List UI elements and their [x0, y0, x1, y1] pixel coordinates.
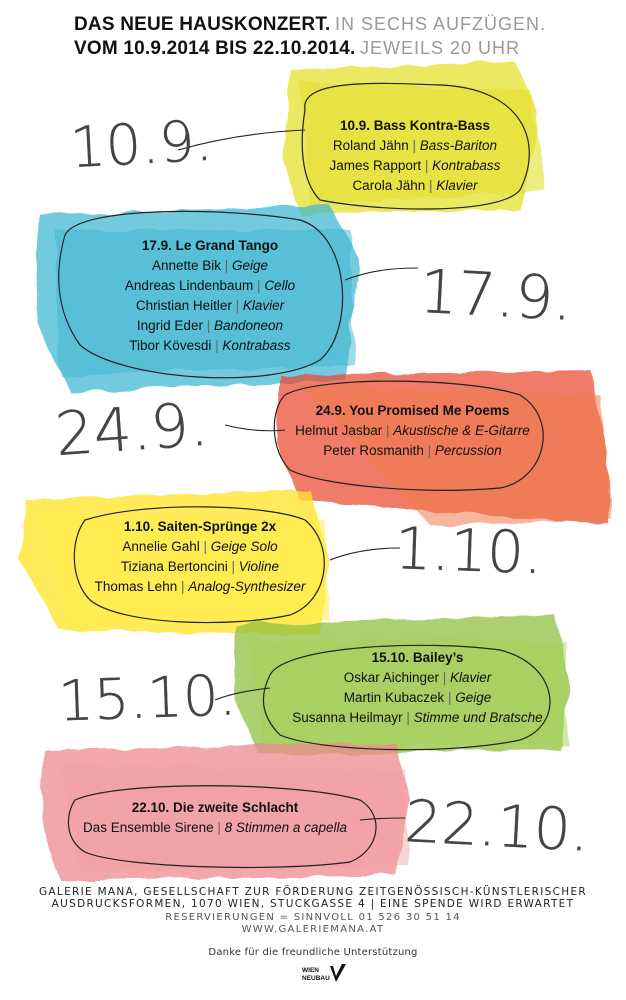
performer-line: Annette Bik | Geige [151, 258, 269, 273]
performer-line: Helmut Jasbar | Akustische & E-Gitarre [295, 423, 530, 438]
performer-role: Stimme und Bratsche [413, 710, 543, 725]
performer-role: Analog-Synthesizer [188, 579, 306, 594]
performer-name: Helmut Jasbar [295, 423, 383, 438]
handwritten-date-17-9: 17.9. [417, 256, 575, 335]
performer-name: Carola Jähn [352, 178, 426, 193]
performer-role: Klavier [450, 670, 492, 685]
logo-text-neubau: NEUBAU [302, 975, 330, 982]
event-title: 10.9. Bass Kontra-Bass [339, 118, 491, 133]
performer-name: Ingrid Eder [136, 318, 203, 333]
event-title: 15.10. Bailey’s [371, 650, 464, 665]
event-15-10 [275, 648, 560, 728]
organisation-line-1: GALERIE MANA, GESELLSCHAFT ZUR FÖRDERUNG ZEITGENÖSSISCH-KÜNSTLERISCHER [39, 886, 587, 898]
performer-role: Percussion [434, 443, 502, 458]
performer-line: Thomas Lehn | Analog-Synthesizer [94, 579, 306, 594]
header-title: DAS NEUE HAUSKONZERT. [74, 14, 331, 35]
handwritten-date-24-9: 24.9. [53, 389, 211, 471]
performer-name: Annelie Gahl [122, 539, 200, 554]
performer-role: Geige [232, 258, 269, 273]
performer-line: Martin Kubaczek | Geige [343, 690, 492, 705]
performer-name: Martin Kubaczek [343, 690, 445, 705]
website-link[interactable]: WWW.GALERIEMANA.AT [241, 924, 385, 935]
performer-line: Das Ensemble Sirene | 8 Stimmen a capella [83, 820, 347, 835]
logo-check-mark [330, 964, 346, 982]
performer-role: Bandoneon [214, 318, 284, 333]
header-line-1 [74, 12, 614, 36]
performer-line: Carola Jähn | Klavier [352, 178, 478, 193]
performer-line: Tibor Kövesdi | Kontrabass [129, 338, 291, 353]
performer-role: Geige [455, 690, 492, 705]
organisation-line-2: AUSDRUCKSFORMEN, 1070 WIEN, STUCKGASSE 4 | EINE SPENDE WIRD ERWARTET [51, 898, 575, 910]
header-subtitle: IN SECHS AUFZÜGEN. [334, 14, 546, 34]
performer-line: Peter Rosmanith | Percussion [323, 443, 502, 458]
performer-line: Ingrid Eder | Bandoneon [136, 318, 284, 333]
event-title: 1.10. Saiten-Sprünge 2x [123, 519, 277, 534]
performer-name: Andreas Lindenbaum [124, 278, 254, 293]
logo-text-wien: WIEN [302, 967, 319, 974]
handwritten-date-1-10: 1.10. [393, 514, 544, 588]
performer-role: Violine [238, 559, 280, 574]
header-time: JEWEILS 20 UHR [359, 38, 520, 58]
performer-line: Susanna Heilmayr | Stimme und Bratsche [292, 710, 543, 725]
performer-role: Klavier [242, 298, 285, 313]
event-title: 22.10. Die zweite Schlacht [131, 800, 299, 815]
event-10-9 [305, 116, 525, 196]
performer-name: Tiziana Bertoncini [120, 559, 228, 574]
event-title: 24.9. You Promised Me Poems [315, 403, 510, 418]
performer-line: Roland Jähn | Bass-Bariton [332, 138, 498, 153]
event-17-9 [95, 236, 325, 356]
performer-name: Oskar Aichinger [343, 670, 439, 685]
performer-role: 8 Stimmen a capella [224, 820, 347, 835]
sponsor-thanks: Danke für die freundliche Unterstützung [208, 947, 418, 958]
performer-name: James Rapport [329, 158, 422, 173]
performer-name: Peter Rosmanith [323, 443, 424, 458]
poster-header [74, 12, 614, 60]
performer-line: Annelie Gahl | Geige Solo [122, 539, 278, 554]
event-22-10 [70, 798, 360, 838]
reservation-phone: RESERVIERUNGEN = SINNVOLL 01 526 30 51 14 [165, 912, 461, 923]
performer-line: Christian Heitler | Klavier [135, 298, 285, 313]
reservation-info [0, 912, 626, 936]
performer-name: Roland Jähn [332, 138, 409, 153]
performer-name: Annette Bik [151, 258, 221, 273]
performer-name: Das Ensemble Sirene [83, 820, 214, 835]
handwritten-date-15-10: 15.10. [57, 663, 238, 735]
performer-name: Thomas Lehn [94, 579, 178, 594]
performer-role: Kontrabass [222, 338, 291, 353]
performer-role: Bass-Bariton [419, 138, 498, 153]
performer-role: Cello [264, 278, 296, 293]
handwritten-date-10-9: 10.9. [68, 108, 215, 182]
performer-line: James Rapport | Kontrabass [329, 158, 501, 173]
performer-role: Akustische & E-Gitarre [393, 423, 530, 438]
performer-line: Andreas Lindenbaum | Cello [124, 278, 296, 293]
performer-line: Tiziana Bertoncini | Violine [120, 559, 280, 574]
header-date-range: VOM 10.9.2014 BIS 22.10.2014. [74, 38, 356, 59]
header-line-2 [74, 36, 614, 60]
event-1-10 [80, 517, 320, 597]
handwritten-date-22-10: 22.10. [403, 787, 591, 865]
performer-role: Kontrabass [432, 158, 501, 173]
performer-line: Oskar Aichinger | Klavier [343, 670, 492, 685]
performer-role: Klavier [436, 178, 478, 193]
wien-neubau-logo [300, 962, 350, 988]
event-title: 17.9. Le Grand Tango [141, 238, 279, 253]
organisation-info [0, 886, 626, 910]
performer-name: Christian Heitler [135, 298, 232, 313]
event-24-9 [280, 401, 545, 461]
performer-name: Tibor Kövesdi [129, 338, 212, 353]
performer-role: Geige Solo [210, 539, 278, 554]
performer-name: Susanna Heilmayr [292, 710, 403, 725]
